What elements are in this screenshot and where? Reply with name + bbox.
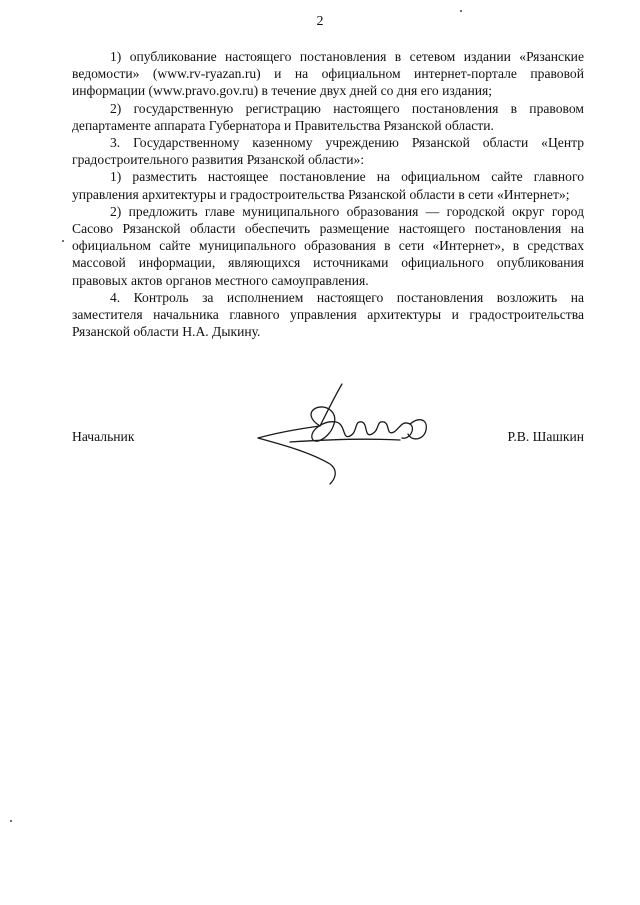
paragraph-municipal-placement: 2) предложить главе муниципального образования — городской округ город Сасово Рязанской области обеспечить размещение настоящего постановления на официальном сайте муниципального образования в сети «Интернет», в средствах массовой информации, являющихся источниками официального опубликования правовых актов органов местного самоуправления. xyxy=(72,203,584,288)
page-number: 2 xyxy=(316,14,324,29)
scan-speck xyxy=(62,240,64,242)
signatory-title: Начальник xyxy=(72,429,135,444)
paragraph-post-on-site: 1) разместить настоящее постановление на официальном сайте главного управления архитектуры и градостроительства Рязанской области в сети «Интернет»; xyxy=(72,169,584,202)
paragraph-center-instruction: 3. Государственному казенному учреждению Рязанской области «Центр градостроительного развития Рязанской области»: xyxy=(72,135,584,168)
scan-speck xyxy=(460,10,462,12)
paragraph-publication: 1) опубликование настоящего постановления в сетевом издании «Рязанские ведомости» (www.rv-ryazan.ru) и на официальном интернет-портале правовой информации (www.pravo.gov.ru) в течение двух дней со дня его издания; xyxy=(72,49,584,99)
scan-speck xyxy=(10,820,12,822)
handwritten-signature xyxy=(250,380,440,490)
signatory-name: Р.В. Шашкин xyxy=(507,429,584,444)
paragraph-registration: 2) государственную регистрацию настоящего постановления в правовом департаменте аппарата Губернатора и Правительства Рязанской области. xyxy=(72,100,584,133)
paragraph-control: 4. Контроль за исполнением настоящего постановления возложить на заместителя начальника главного управления архитектуры и градостроительства Рязанской области Н.А. Дыкину. xyxy=(72,289,584,340)
document-body xyxy=(72,48,584,340)
